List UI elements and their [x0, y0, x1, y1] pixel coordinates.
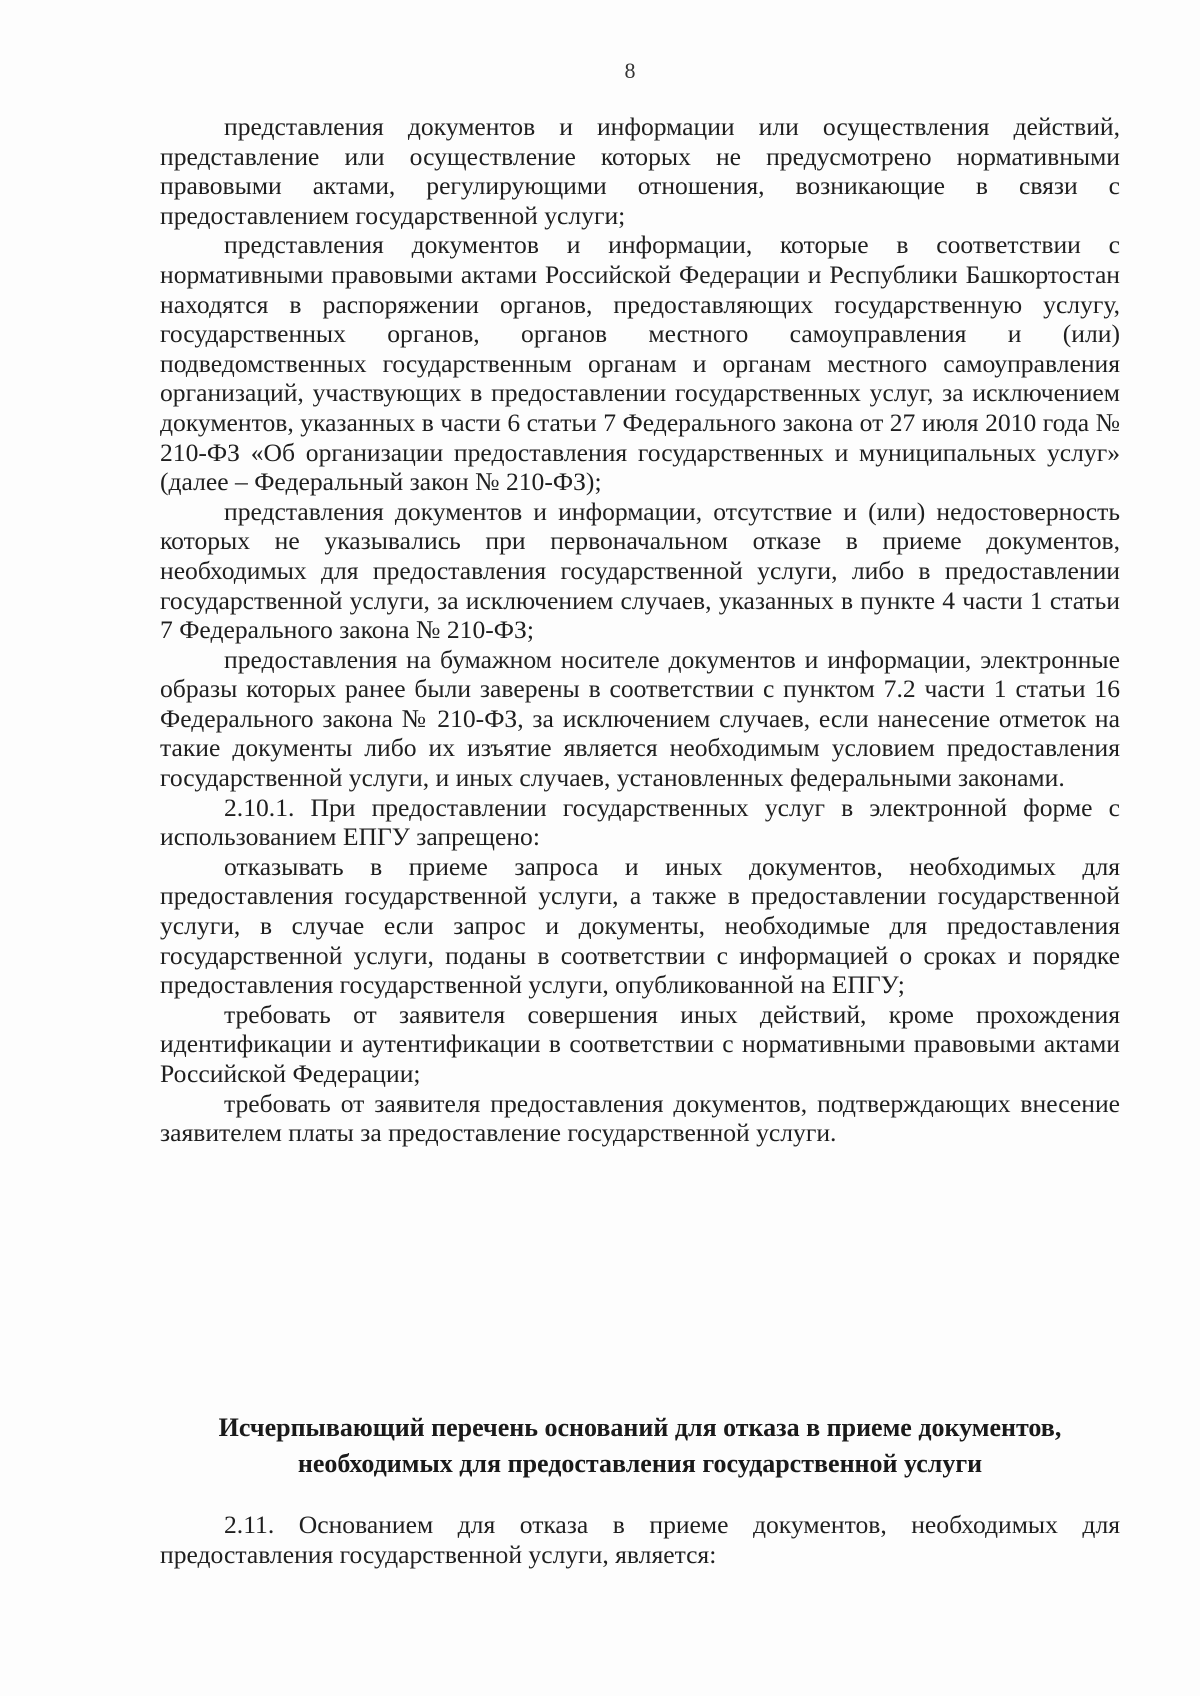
paragraph-8: требовать от заявителя предоставления документов, подтверждающих внесение заявителем платы за предоставление государственной услуги. [160, 1088, 1120, 1148]
section-2-11 [160, 1510, 1120, 1570]
paragraph-2: представления документов и информации, которые в соответствии с нормативными правовыми актами Российской Федерации и Республики Башкортостан находятся в распоряжении органов, предоставляющих государственную услугу, государственных органов, органов местного самоуправления и (или) подведомственных государственным органам и органам местного самоуправления организаций, участвующих в предоставлении государственных услуг, за исключением документов, указанных в части 6 статьи 7 Федерального закона от 27 июля 2010 года № 210-ФЗ «Об организации предоставления государственных и муниципальных услуг» (далее – Федеральный закон № 210-ФЗ); [160, 230, 1120, 497]
paragraph-6: отказывать в приеме запроса и иных документов, необходимых для предоставления государственной услуги, а также в предоставлении государственной услуги, в случае если запрос и документы, необходимые для предоставления государственной услуги, поданы в соответствии с информацией о сроках и порядке предоставления государственной услуги, опубликованной на ЕПГУ; [160, 851, 1120, 1000]
paragraph-3: представления документов и информации, отсутствие и (или) недостоверность которых не указывались при первоначальном отказе в приеме документов, необходимых для предоставления государственной услуги, либо в предоставлении государственной услуги, за исключением случаев, указанных в пункте 4 части 1 статьи 7 Федерального закона № 210-ФЗ; [160, 496, 1120, 645]
section-heading [160, 1410, 1120, 1482]
paragraph-7: требовать от заявителя совершения иных действий, кроме прохождения идентификации и аутентификации в соответствии с нормативными правовыми актами Российской Федерации; [160, 999, 1120, 1088]
paragraph-2-11: 2.11. Основанием для отказа в приеме документов, необходимых для предоставления государственной услуги, является: [160, 1510, 1120, 1569]
paragraph-5: 2.10.1. При предоставлении государственных услуг в электронной форме с использованием ЕПГУ запрещено: [160, 792, 1120, 852]
section-heading-line-1: Исчерпывающий перечень оснований для отказа в приеме документов, [218, 1413, 1062, 1442]
page-number: 8 [624, 58, 636, 83]
document-body [160, 112, 1120, 1148]
paragraph-1: представления документов и информации или осуществления действий, представление или осуществление которых не предусмотрено нормативными правовыми актами, регулирующими отношения, возникающие в связи с предоставлением государственной услуги; [160, 112, 1120, 230]
paragraph-4: предоставления на бумажном носителе документов и информации, электронные образы которых ранее были заверены в соответствии с пунктом 7.2 части 1 статьи 16 Федерального закона № 210-ФЗ, за исключением случаев, если нанесение отметок на такие документы либо их изъятие является необходимым условием предоставления государственной услуги, и иных случаев, установленных федеральными законами. [160, 644, 1120, 793]
section-heading-line-2: необходимых для предоставления государственной услуги [297, 1449, 983, 1478]
